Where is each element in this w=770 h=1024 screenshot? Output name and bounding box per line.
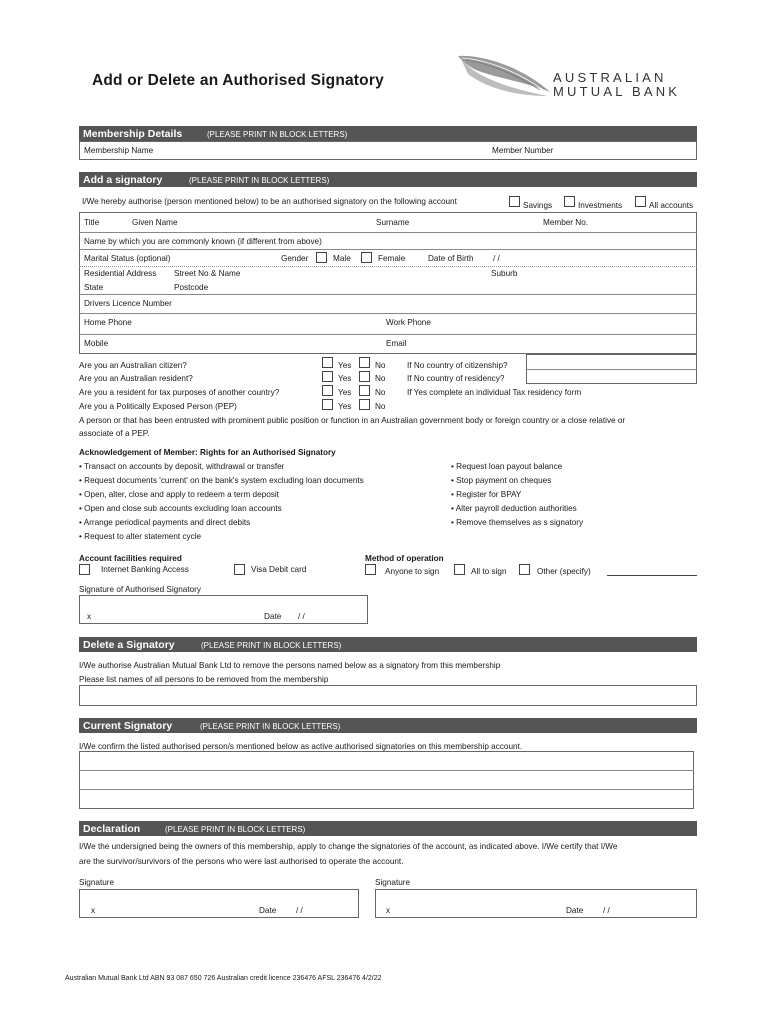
right-item: • Request to alter statement cycle — [79, 532, 201, 541]
logo-wordmark-line1: AUSTRALIAN — [553, 70, 667, 85]
q-pep: Are you a Politically Exposed Person (PEP) — [79, 402, 237, 411]
block-letters-note: (PLEASE PRINT IN BLOCK LETTERS) — [207, 129, 348, 139]
street-label: Street No & Name — [174, 269, 241, 278]
male-label: Male — [333, 254, 351, 263]
block-letters-note: (PLEASE PRINT IN BLOCK LETTERS) — [201, 640, 342, 650]
female-checkbox[interactable] — [361, 252, 372, 263]
right-item: • Arrange periodical payments and direct debits — [79, 518, 250, 527]
block-letters-note: (PLEASE PRINT IN BLOCK LETTERS) — [165, 824, 306, 834]
declaration-text-line2: are the survivor/survivors of the persons who were last authorised to operate the account. — [79, 857, 404, 866]
member-no-label: Member No. — [543, 218, 589, 227]
date-separator: / / — [603, 906, 610, 915]
no-label: No — [375, 361, 386, 370]
current-text: I/We confirm the listed authorised person/s mentioned below as active authorised signatories on this membership account. — [79, 742, 523, 751]
resident-no-checkbox[interactable] — [359, 371, 370, 382]
declaration-header — [79, 821, 697, 836]
page-title: Add or Delete an Authorised Signatory — [92, 72, 384, 89]
home-phone-label: Home Phone — [84, 318, 132, 327]
tax-yes-checkbox[interactable] — [322, 385, 333, 396]
section-heading: Membership Details — [83, 127, 183, 140]
marital-status-label: Marital Status (optional) — [84, 254, 171, 263]
internet-banking-label: Internet Banking Access — [101, 565, 189, 574]
known-as-label: Name by which you are commonly known (if different from above) — [84, 237, 322, 246]
current-signatories-box[interactable] — [79, 751, 694, 809]
email-label: Email — [386, 339, 407, 348]
internet-banking-checkbox[interactable] — [79, 564, 90, 575]
savings-checkbox[interactable] — [509, 196, 520, 207]
yes-label: Yes — [338, 361, 352, 370]
right-item: • Open, alter, close and apply to redeem a term deposit — [79, 490, 279, 499]
postcode-label: Postcode — [174, 283, 209, 292]
section-heading: Add a signatory — [83, 173, 163, 186]
authorise-text: I/We hereby authorise (person mentioned below) to be an authorised signatory on the following account — [82, 197, 457, 206]
if-tax-label: If Yes complete an individual Tax residency form — [407, 388, 582, 397]
no-label: No — [375, 402, 386, 411]
method-heading: Method of operation — [365, 554, 444, 563]
date-label: Date — [259, 906, 277, 915]
right-item: • Stop payment on cheques — [451, 476, 551, 485]
facilities-heading: Account facilities required — [79, 554, 182, 563]
work-phone-label: Work Phone — [386, 318, 431, 327]
section-heading: Current Signatory — [83, 719, 173, 732]
q-tax: Are you a resident for tax purposes of another country? — [79, 388, 280, 397]
ack-heading: Acknowledgement of Member: Rights for an Authorised Signatory — [79, 448, 336, 457]
all-accounts-label: All accounts — [649, 201, 694, 210]
all-to-sign-checkbox[interactable] — [454, 564, 465, 575]
other-label: Other (specify) — [537, 567, 591, 576]
if-resident-label: If No country of residency? — [407, 374, 505, 383]
section-heading: Declaration — [83, 822, 141, 835]
right-item: • Remove themselves as s signatory — [451, 518, 583, 527]
current-signatory-header — [79, 718, 697, 733]
membership-name-label: Membership Name — [84, 146, 154, 155]
pep-no-checkbox[interactable] — [359, 399, 370, 410]
suburb-label: Suburb — [491, 269, 518, 278]
residential-address-label: Residential Address — [84, 269, 157, 278]
visa-debit-checkbox[interactable] — [234, 564, 245, 575]
leaf-logo-icon — [456, 52, 552, 104]
pep-definition-line1: A person or that has been entrusted with prominent public position or function in an Australian government body or foreign country or a close relative or — [79, 416, 626, 425]
visa-debit-label: Visa Debit card — [251, 565, 307, 574]
no-label: No — [375, 374, 386, 383]
declaration-text-line1: I/We the undersigned being the owners of this membership, apply to change the signatories of the account, as indicated above. I/We certify that I/We — [79, 842, 618, 851]
add-signatory-header — [79, 172, 697, 187]
signature-label: Signature — [79, 878, 115, 887]
licence-label: Drivers Licence Number — [84, 299, 172, 308]
membership-name-field[interactable] — [160, 142, 480, 159]
other-specify-line[interactable] — [607, 575, 697, 576]
investments-label: Investments — [578, 201, 623, 210]
signature-label: Signature of Authorised Signatory — [79, 585, 201, 594]
right-item: • Request documents 'current' on the bank's system excluding loan documents — [79, 476, 364, 485]
anyone-to-sign-checkbox[interactable] — [365, 564, 376, 575]
right-item: • Transact on accounts by deposit, withdrawal or transfer — [79, 462, 284, 471]
block-letters-note: (PLEASE PRINT IN BLOCK LETTERS) — [189, 175, 330, 185]
membership-details-header — [79, 126, 697, 141]
other-checkbox[interactable] — [519, 564, 530, 575]
authorised-signature-box[interactable] — [79, 595, 368, 624]
date-label: Date — [264, 612, 282, 621]
dob-label: Date of Birth — [428, 254, 474, 263]
citizen-no-checkbox[interactable] — [359, 357, 370, 368]
citizen-yes-checkbox[interactable] — [322, 357, 333, 368]
q-citizen: Are you an Australian citizen? — [79, 361, 187, 370]
yes-label: Yes — [338, 402, 352, 411]
pep-yes-checkbox[interactable] — [322, 399, 333, 410]
all-to-sign-label: All to sign — [471, 567, 507, 576]
mobile-label: Mobile — [84, 339, 109, 348]
member-number-field[interactable] — [560, 142, 695, 159]
right-item: • Register for BPAY — [451, 490, 521, 499]
surname-label: Surname — [376, 218, 410, 227]
q-resident: Are you an Australian resident? — [79, 374, 193, 383]
male-checkbox[interactable] — [316, 252, 327, 263]
gender-label: Gender — [281, 254, 309, 263]
signature-x: x — [386, 906, 391, 915]
resident-yes-checkbox[interactable] — [322, 371, 333, 382]
date-label: Date — [566, 906, 584, 915]
pep-definition-line2: associate of a PEP. — [79, 429, 150, 438]
title-label: Title — [84, 218, 100, 227]
signature-label: Signature — [375, 878, 411, 887]
delete-signatory-header — [79, 637, 697, 652]
yes-label: Yes — [338, 388, 352, 397]
member-number-label: Member Number — [492, 146, 554, 155]
date-separator: / / — [296, 906, 303, 915]
block-letters-note: (PLEASE PRINT IN BLOCK LETTERS) — [200, 721, 341, 731]
all-accounts-checkbox[interactable] — [635, 196, 646, 207]
anyone-to-sign-label: Anyone to sign — [385, 567, 440, 576]
no-label: No — [375, 388, 386, 397]
if-citizen-label: If No country of citizenship? — [407, 361, 508, 370]
given-name-label: Given Name — [132, 218, 178, 227]
section-heading: Delete a Signatory — [83, 638, 175, 651]
logo-wordmark-line2: MUTUAL BANK — [553, 84, 681, 99]
footer-text: Australian Mutual Bank Ltd ABN 93 087 650 726 Australian credit licence 236476 AFSL 236476 4/2/22 — [65, 975, 382, 982]
dob-separator: / / — [493, 254, 500, 263]
signature-x: x — [91, 906, 96, 915]
declaration-signature-box-2[interactable] — [375, 889, 697, 918]
signatory-details-box — [79, 212, 697, 354]
signature-x: x — [87, 612, 92, 621]
tax-no-checkbox[interactable] — [359, 385, 370, 396]
date-separator: / / — [298, 612, 305, 621]
declaration-signature-box-1[interactable] — [79, 889, 359, 918]
delete-names-field[interactable] — [79, 685, 697, 706]
state-label: State — [84, 283, 104, 292]
right-item: • Alter payroll deduction authorities — [451, 504, 577, 513]
female-label: Female — [378, 254, 406, 263]
investments-checkbox[interactable] — [564, 196, 575, 207]
savings-label: Savings — [523, 201, 553, 210]
delete-text: I/We authorise Australian Mutual Bank Ltd to remove the persons named below as a signatory from this membership — [79, 661, 501, 670]
yes-label: Yes — [338, 374, 352, 383]
right-item: • Request loan payout balance — [451, 462, 562, 471]
delete-list-label: Please list names of all persons to be removed from the membership — [79, 675, 329, 684]
right-item: • Open and close sub accounts excluding loan accounts — [79, 504, 282, 513]
